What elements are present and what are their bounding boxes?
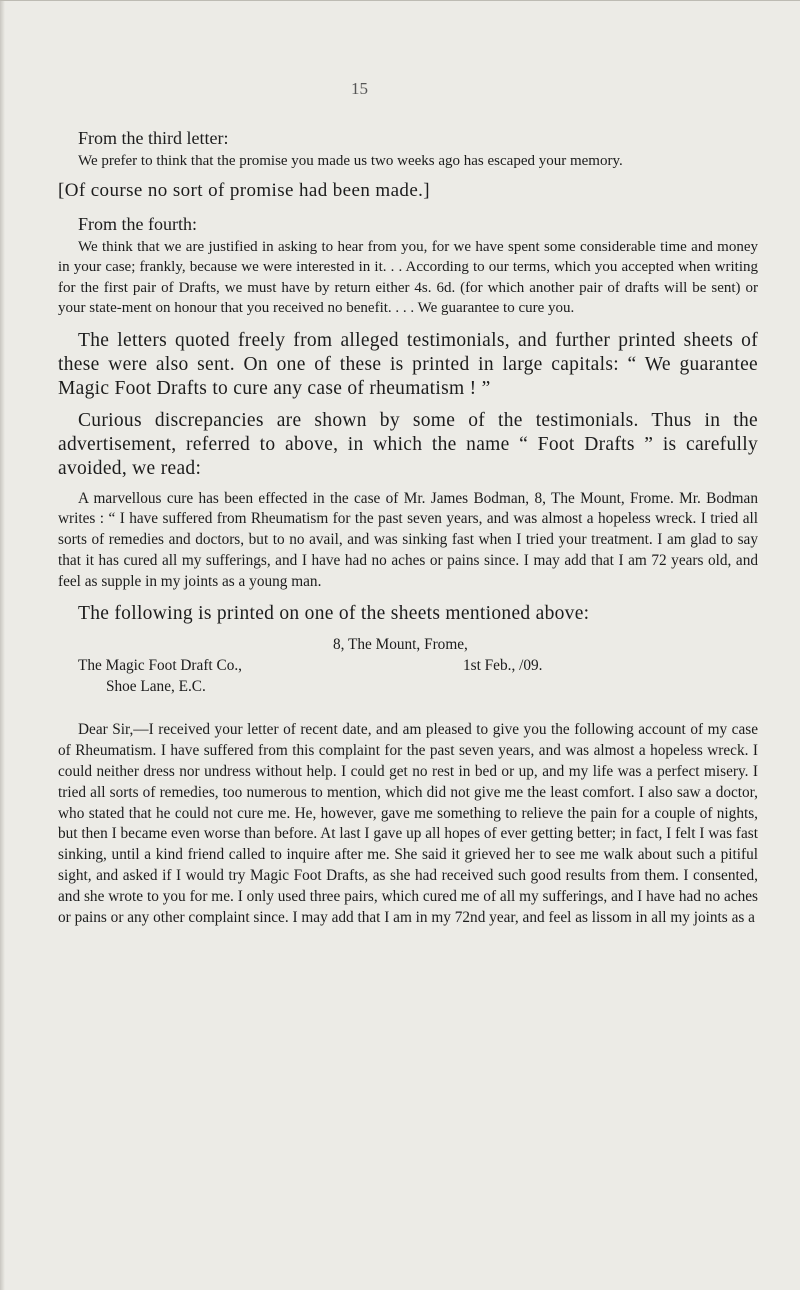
letter-header: [58, 634, 758, 720]
page-body: [58, 128, 758, 928]
third-letter-heading: From the third letter:: [78, 128, 229, 148]
page-number: 15: [351, 79, 368, 98]
paragraph-letters-quoted: The letters quoted freely from alleged testimonials, and further printed sheets of these were also sent. On one of these is printed in large capitals: “ We guarantee Magic Foot Drafts to cure any case of rheumatism ! ”: [58, 329, 758, 399]
letter-body: Dear Sir,—I received your letter of recent date, and am pleased to give you the following account of my case of Rheumatism. I have suffered from this complaint for the past seven years, and was almost a hopeless wreck. I could neither dress nor undress without help. I could get no rest in bed or up, and my life was a perfect misery. I tried all sorts of remedies, too numerous to mention, which did not give me the least comfort. I also saw a doctor, who stated that he could not cure me. He, however, gave me something to relieve the pain for a couple of nights, but then I became even worse than before. At last I gave up all hopes of ever getting better; in fact, I felt I was fast sinking, until a kind friend called to inquire after me. She said it grieved her to see me walk about such a pitiful sight, and asked if I would try Magic Foot Drafts, as she had received such good results from them. I consented, and she wrote to you for me. I only used three pairs, which cured me of all my sufferings, and I have had no aches or pains or any other complaint since. I may add that I am in my 72nd year, and feel as lissom in all my joints as a: [58, 721, 758, 926]
advertisement-testimonial: A marvellous cure has been effected in the case of Mr. James Bodman, 8, The Mount, Frome. Mr. Bodman writes : “ I have suffered from Rheumatism for the past seven years, and was almost a hopeless wreck. I tried all sorts of remedies and doctors, but to no avail, and was sinking fast when I tried your treatment. I am glad to say that it has cured all my sufferings, and I have had no aches or pains since. I may add that I am 72 years old, and feel as supple in my joints as a young man.: [58, 489, 758, 590]
letter-addressee: The Magic Foot Draft Co.,: [78, 657, 242, 675]
paragraph-discrepancies: Curious discrepancies are shown by some of the testimonials. Thus in the advertisement, referred to above, in which the name “ Foot Drafts ” is carefully avoided, we read:: [58, 409, 758, 479]
letter-sender-address: 8, The Mount, Frome,: [333, 636, 468, 654]
editor-note: [Of course no sort of promise had been made.]: [58, 179, 431, 201]
scan-edge: [0, 0, 5, 1290]
letter-date: 1st Feb., /09.: [463, 657, 543, 675]
scan-top-edge: [0, 0, 800, 31]
fourth-letter-heading: From the fourth:: [78, 213, 197, 234]
third-letter-quote: We prefer to think that the promise you made us two weeks ago has escaped your memory.: [78, 153, 623, 169]
paragraph-following-sheet: The following is printed on one of the sheets mentioned above:: [78, 603, 590, 625]
fourth-letter-quote: We think that we are justified in asking to hear from you, for we have spent some considerable time and money in your case; frankly, because we were interested in it. . . According to our terms, which you accepted when writing for the first pair of Drafts, we must have by return either 4s. 6d. (for which another pair of drafts will be sent) or your state-ment on honour that you received no benefit. . . . We guarantee to cure you.: [58, 238, 758, 316]
letter-addressee-street: Shoe Lane, E.C.: [106, 678, 206, 696]
